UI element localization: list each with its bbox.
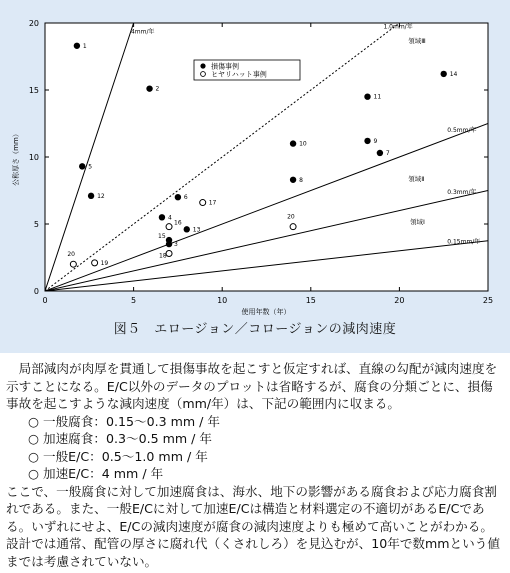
x-tick-label: 20 xyxy=(394,296,405,305)
paragraph-discussion: ここで、一般腐食に対して加速腐食は、海水、地下の影響がある腐食および応力腐食割れである。また、一般E/Cに対して加速E/Cは構造と材料選定の不適切があるE/Cである。いずれにせよ、E/Cの減肉速度が腐食の減肉速度よりも極めて高いことがわかる。設計では通常、配管の厚さに腐れ代（くされしろ）を見込むが、10年で数mmという値までは考慮されていない。 xyxy=(6,483,500,569)
body-text xyxy=(6,360,504,570)
near-miss-point xyxy=(166,250,172,256)
x-tick-label: 0 xyxy=(42,296,48,305)
damage-point xyxy=(79,163,85,169)
point-label: 16 xyxy=(174,219,182,227)
point-label: 18 xyxy=(159,252,167,260)
point-label: 19 xyxy=(100,259,109,267)
rate-item: ○ 加速E/C：4 mm / 年 xyxy=(28,466,164,481)
y-tick-label: 10 xyxy=(28,153,39,162)
damage-point xyxy=(74,43,80,49)
y-tick-label: 5 xyxy=(33,220,39,229)
damage-point xyxy=(364,94,370,100)
rate-line-label: 1.0mm/年 xyxy=(383,23,413,31)
y-tick-label: 0 xyxy=(33,287,39,296)
damage-point xyxy=(159,214,165,220)
damage-point xyxy=(441,71,447,77)
figure-caption: 図５ エロージョン／コロージョンの減肉速度 xyxy=(113,322,397,337)
point-label: 12 xyxy=(97,192,105,200)
region-label: 領域Ⅲ xyxy=(408,37,426,46)
damage-point xyxy=(146,85,152,91)
point-label: 2 xyxy=(155,85,160,93)
legend-marker-near-miss xyxy=(201,72,206,77)
region-label: 領域Ⅰ xyxy=(410,218,425,226)
point-label: 13 xyxy=(192,226,201,234)
point-label: 6 xyxy=(183,194,188,202)
point-label: 1 xyxy=(82,42,87,50)
x-tick-label: 5 xyxy=(131,296,137,305)
point-label: 7 xyxy=(385,149,390,157)
near-miss-point xyxy=(290,224,296,230)
damage-point xyxy=(290,177,296,183)
damage-point xyxy=(175,194,181,200)
point-label: 10 xyxy=(299,140,307,148)
damage-point xyxy=(166,237,172,243)
near-miss-point xyxy=(166,224,172,230)
damage-point xyxy=(184,226,190,232)
rate-item: ○ 加速腐食：0.3～0.5 mm / 年 xyxy=(28,431,212,446)
rate-line-label: 0.3mm/年 xyxy=(447,188,477,196)
x-axis-label: 使用年数（年） xyxy=(241,308,291,316)
legend-marker-damage xyxy=(200,63,205,68)
paragraph-intro: 局部減肉が肉厚を貫通して損傷事故を起こすと仮定すれば、直線の勾配が減肉速度を示すことになる。E/C以外のデータのプロットは省略するが、腐食の分類ごとに、損傷事故を起こすような減肉速度（mm/年）は、下記の範囲内に収まる。 xyxy=(6,361,498,411)
near-miss-point xyxy=(70,261,76,267)
legend-label: ヒヤリハット事例 xyxy=(211,70,267,79)
y-tick-label: 15 xyxy=(28,86,39,95)
rate-line-label: 0.15mm/年 xyxy=(447,238,481,246)
point-label: 3 xyxy=(174,241,178,249)
rate-list xyxy=(6,413,504,483)
rate-item: ○ 一般E/C：0.5～1.0 mm / 年 xyxy=(28,448,208,464)
x-tick-label: 15 xyxy=(305,296,316,305)
damage-point xyxy=(377,150,383,156)
rate-line-label: 4mm/年 xyxy=(130,28,155,36)
x-tick-label: 10 xyxy=(217,296,228,305)
point-label: 17 xyxy=(208,199,217,207)
near-miss-point xyxy=(200,200,206,206)
point-label: 20 xyxy=(67,251,75,259)
point-label: 4 xyxy=(167,214,172,222)
legend-label: 損傷事例 xyxy=(211,62,239,71)
damage-point xyxy=(290,140,296,146)
damage-point xyxy=(88,193,94,199)
y-tick-label: 20 xyxy=(28,19,39,28)
point-label: 5 xyxy=(88,163,93,171)
x-tick-label: 25 xyxy=(482,296,494,305)
damage-point xyxy=(364,138,370,144)
y-axis-label: 公称厚さ（mm） xyxy=(12,130,20,186)
region-label: 領域Ⅱ xyxy=(408,175,425,184)
rate-item: ○ 一般腐食：0.15～0.3 mm / 年 xyxy=(28,413,221,429)
point-label: 11 xyxy=(373,93,382,101)
point-label: 8 xyxy=(299,176,303,184)
near-miss-point xyxy=(92,260,98,266)
point-label: 14 xyxy=(449,70,458,78)
rate-line-label: 0.5mm/年 xyxy=(447,127,477,135)
point-label: 15 xyxy=(158,233,166,241)
point-label: 20 xyxy=(287,213,295,221)
chart-legend xyxy=(194,60,300,80)
point-label: 9 xyxy=(373,137,378,145)
